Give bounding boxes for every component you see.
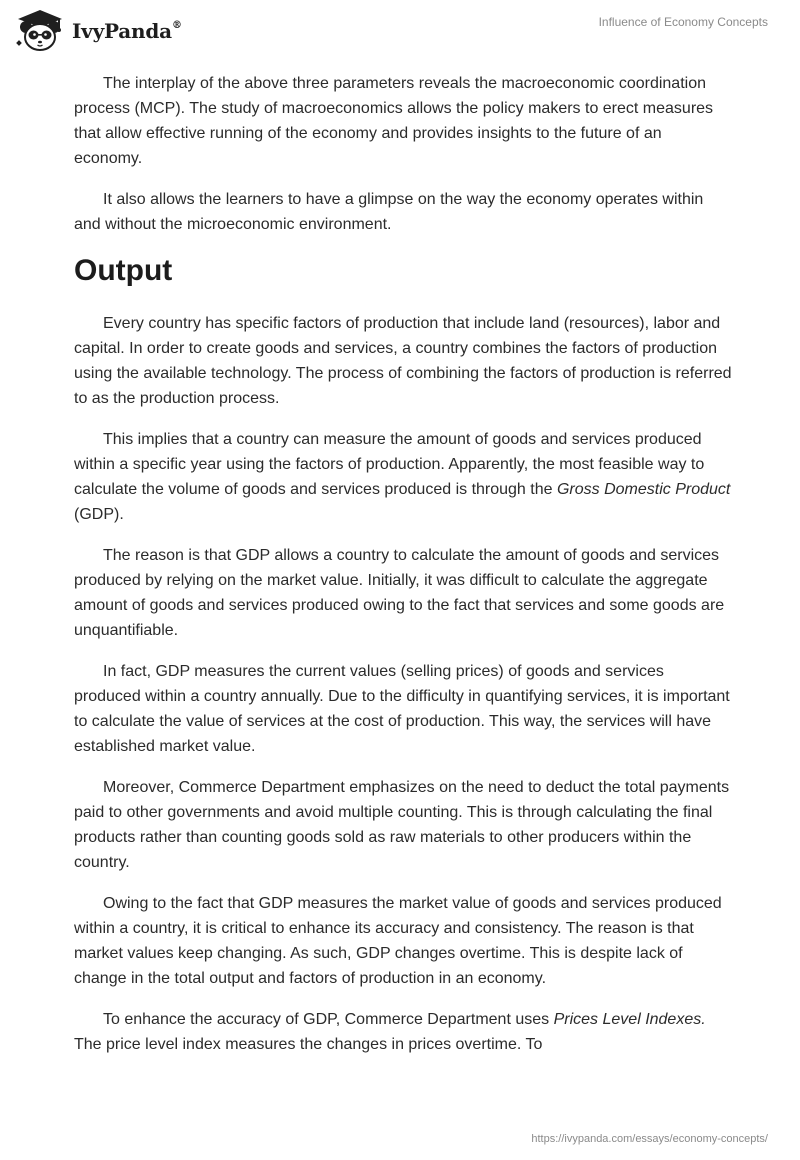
document-title: Influence of Economy Concepts xyxy=(598,15,768,29)
source-url[interactable]: https://ivypanda.com/essays/economy-concepts/ xyxy=(531,1133,768,1145)
text-run: The price level index measures the changes in prices overtime. To xyxy=(74,1036,543,1053)
paragraph: In fact, GDP measures the current values (selling prices) of goods and services produced within a country annually. Due to the difficulty in quantifying services, it is important to calculate the value of services at the cost of production. This way, the services will have established market value. xyxy=(74,663,730,755)
panda-logo-icon xyxy=(14,7,66,53)
registered-mark: ® xyxy=(171,20,182,32)
emphasis-text: Gross Domestic Product xyxy=(556,481,731,498)
paragraph: Moreover, Commerce Department emphasizes on the need to deduct the total payments paid to other governments and avoid multiple counting. This is through calculating the final products rather than counting goods sold as raw materials to other producers within the country. xyxy=(74,779,730,871)
paragraph xyxy=(74,1007,734,1057)
text-run: This implies that a country can measure the amount of goods and services produced within a specific year using the factors of production. Apparently, the most feasible way to calculate the volume of goods and services produced is through the xyxy=(74,431,705,498)
text-run: (GDP). xyxy=(74,506,124,523)
text-run: To enhance the accuracy of GDP, Commerce Department uses xyxy=(103,1011,554,1028)
brand-name: IvyPanda® xyxy=(72,19,182,43)
page-header xyxy=(0,0,800,60)
paragraph: The interplay of the above three parameters reveals the macroeconomic coordination process (MCP). The study of macroeconomics allows the policy makers to erect measures that allow effective running of the economy and provides insights to the future of an economy. xyxy=(74,75,714,167)
paragraph xyxy=(74,427,734,527)
emphasis-text: Prices Level Indexes. xyxy=(553,1011,706,1028)
section-heading: Output xyxy=(74,254,173,287)
brand-logo[interactable] xyxy=(14,7,182,53)
essay-body xyxy=(74,71,734,1073)
paragraph: The reason is that GDP allows a country to calculate the amount of goods and services produced by relying on the market value. Initially, it was difficult to calculate the aggregate amount of goods and services produced owing to the fact that services and some goods are unquantifiable. xyxy=(74,547,725,639)
paragraph: Every country has specific factors of production that include land (resources), labor and capital. In order to create goods and services, a country combines the factors of production using the available technology. The process of combining the factors of production is referred to as the production process. xyxy=(74,315,732,407)
paragraph: It also allows the learners to have a glimpse on the way the economy operates within and without the microeconomic environment. xyxy=(74,191,704,233)
paragraph: Owing to the fact that GDP measures the market value of goods and services produced within a country, it is critical to enhance its accuracy and consistency. The reason is that market values keep changing. As such, GDP changes overtime. This is despite lack of change in the total output and factors of production in an economy. xyxy=(74,895,722,987)
